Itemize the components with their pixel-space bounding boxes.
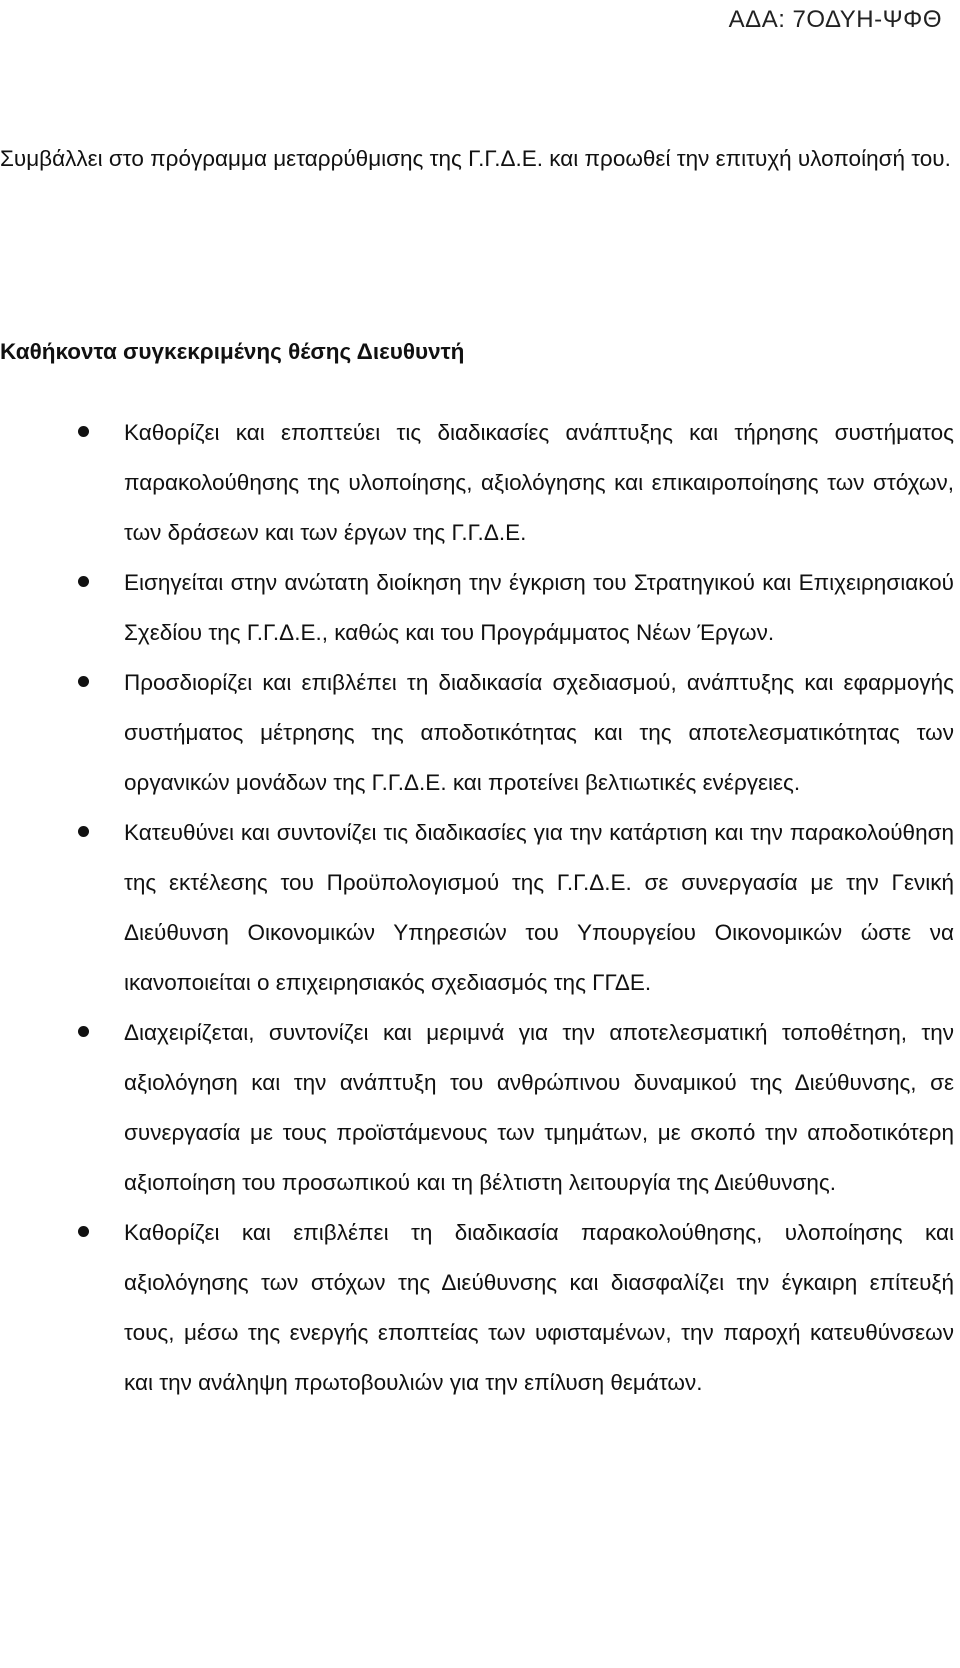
duty-text: Προσδιορίζει και επιβλέπει τη διαδικασία σχεδιασμού, ανάπτυξης και εφαρμογής συστήματος μέτρησης της αποδοτικότητας και της αποτελεσματικότητας των οργανικών μονάδων της Γ.Γ.Δ.Ε. και προτείνει βελτιωτικές ενέργειες.	[124, 670, 954, 795]
duty-item	[0, 658, 954, 808]
duty-item	[0, 1208, 954, 1408]
bullet-icon	[78, 1026, 89, 1037]
bullet-icon	[78, 426, 89, 437]
duty-item	[0, 558, 954, 658]
bullet-icon	[78, 576, 89, 587]
bullet-icon	[78, 1226, 89, 1237]
bullet-icon	[78, 826, 89, 837]
intro-paragraph: Συμβάλλει στο πρόγραμμα μεταρρύθμισης της Γ.Γ.Δ.Ε. και προωθεί την επιτυχή υλοποίησή του.	[0, 146, 951, 171]
section-heading: Καθήκοντα συγκεκριμένης θέσης Διευθυντή	[0, 339, 465, 364]
duties-list	[0, 408, 954, 1408]
bullet-icon	[78, 676, 89, 687]
duty-item	[0, 408, 954, 558]
duty-text: Διαχειρίζεται, συντονίζει και μεριμνά για την αποτελεσματική τοποθέτηση, την αξιολόγηση και την ανάπτυξη του ανθρώπινου δυναμικού της Διεύθυνσης, σε συνεργασία με τους προϊστάμενους των τμημάτων, με σκοπό την αποδοτικότερη αξιοποίηση του προσωπικού και τη βέλτιστη λειτουργία της Διεύθυνσης.	[124, 1020, 954, 1195]
duty-text: Καθορίζει και εποπτεύει τις διαδικασίες ανάπτυξης και τήρησης συστήματος παρακολούθησης της υλοποίησης, αξιολόγησης και επικαιροποίησης των στόχων, των δράσεων και των έργων της Γ.Γ.Δ.Ε.	[124, 420, 954, 545]
document-code: ΑΔΑ: 7ΟΔΥΗ-ΨΦΘ	[728, 6, 942, 33]
duty-item	[0, 1008, 954, 1208]
duty-text: Καθορίζει και επιβλέπει τη διαδικασία παρακολούθησης, υλοποίησης και αξιολόγησης των στόχων της Διεύθυνσης και διασφαλίζει την έγκαιρη επίτευξή τους, μέσω της ενεργής εποπτείας των υφισταμένων, την παροχή κατευθύνσεων και την ανάληψη πρωτοβουλιών για την επίλυση θεμάτων.	[124, 1220, 954, 1395]
duty-text: Κατευθύνει και συντονίζει τις διαδικασίες για την κατάρτιση και την παρακολούθηση της εκτέλεσης του Προϋπολογισμού της Γ.Γ.Δ.Ε. σε συνεργασία με την Γενική Διεύθυνση Οικονομικών Υπηρεσιών του Υπουργείου Οικονομικών ώστε να ικανοποιείται ο επιχειρησιακός σχεδιασμός της ΓΓΔΕ.	[124, 820, 954, 995]
duty-text: Εισηγείται στην ανώτατη διοίκηση την έγκριση του Στρατηγικού και Επιχειρησιακού Σχεδίου της Γ.Γ.Δ.Ε., καθώς και του Προγράμματος Νέων Έργων.	[124, 570, 954, 645]
duty-item	[0, 808, 954, 1008]
